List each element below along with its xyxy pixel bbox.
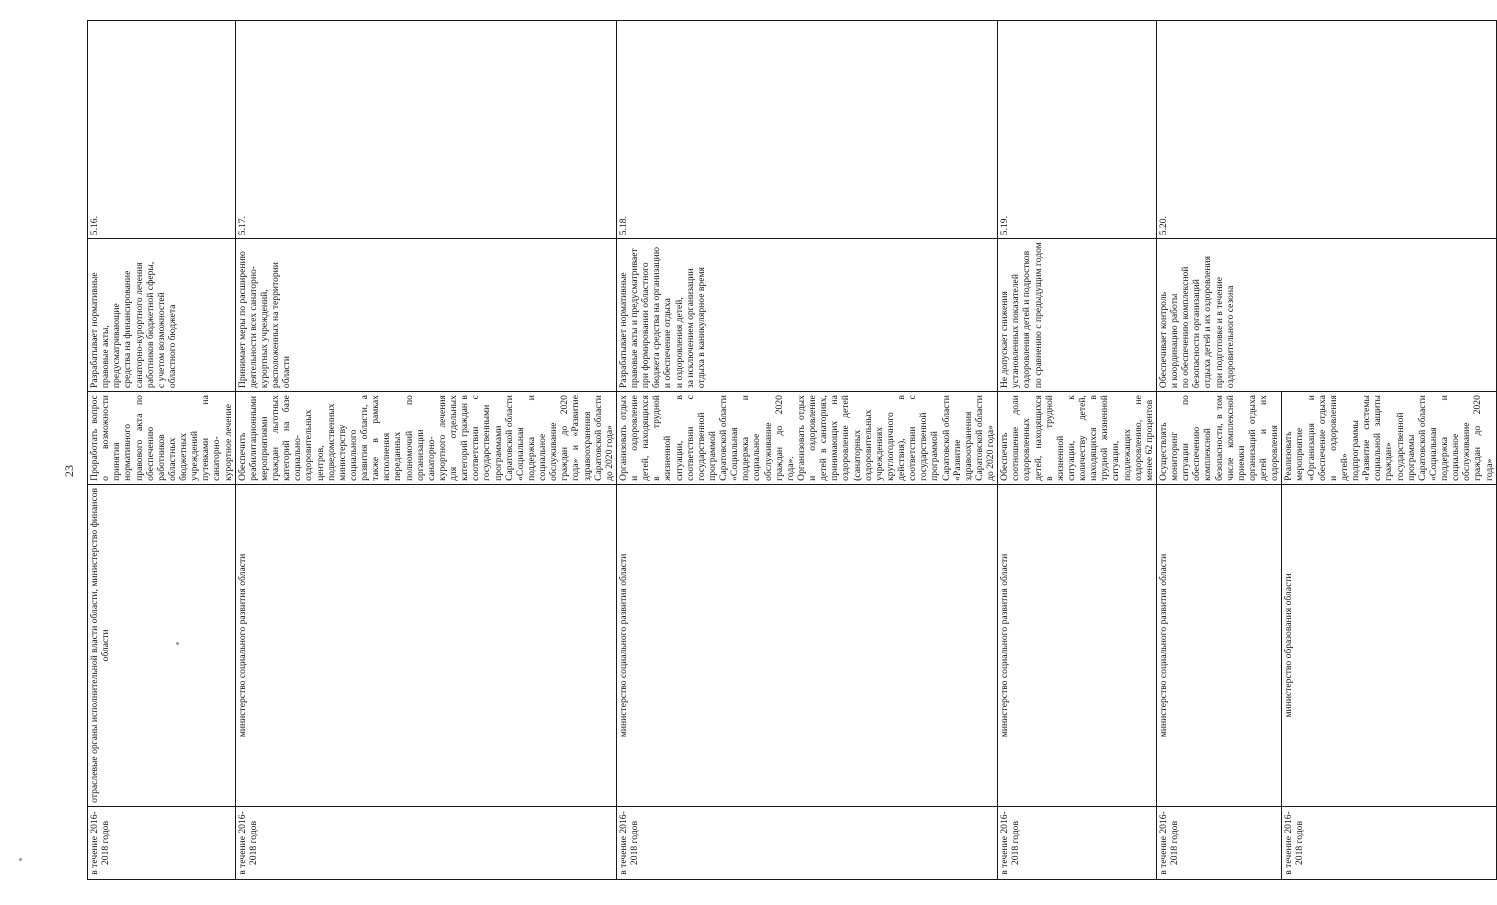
action-cell: Обеспечить реабилитационными мероприятиями граждан льготных категорий на базе социально-оздоровительных центров, подведомственных министерству социального развития области, а также в рамках исполнения переданных полномочий по организации санаторно-курортного лечения для отдельных категорий граждан в соответствии с государственными программами Саратовской области «Социальная поддержка и социальное обслуживание граждан до 2020 года» и «Развитие здравоохранения Саратовской области до 2020 года» xyxy=(235,392,616,485)
responsible-cell: министерство образования области xyxy=(1282,484,1496,806)
measures-table xyxy=(87,20,1497,880)
scan-speck xyxy=(19,858,22,861)
row-number: 5.18. xyxy=(616,21,997,239)
row-number: 5.19. xyxy=(998,21,1157,239)
table-row xyxy=(235,21,616,880)
table-row xyxy=(998,21,1157,880)
term-cell: в течение 2016-2018 годов xyxy=(1282,807,1496,880)
action-cell: Обеспечить соотношение доли оздоровленных детей, находящихся в трудной жизненной ситуации, к количеству детей, находящихся в трудной жизненной ситуации, подлежащих оздоровлению, не менее 62 процентов xyxy=(998,392,1157,485)
term-cell: в течение 2016-2018 годов xyxy=(88,807,236,880)
action-cell: Осуществлять мониторинг ситуации по обеспечению комплексной безопасности, в том числе комплексной приемки организаций отдыха детей и их оздоровления xyxy=(1156,392,1281,485)
term-cell: в течение 2016-2018 годов xyxy=(616,807,997,880)
row-number: 5.16. xyxy=(88,21,236,239)
table-row xyxy=(88,21,236,880)
table-row xyxy=(616,21,997,880)
action-cell: Организовать отдых и оздоровление детей, находящихся в трудной жизненной ситуации, в соответствии с государственной программой Саратовской области «Социальная поддержка и социальное обслуживание граждан до 2020 года». Организовать отдых и оздоровление детей в санаториях, принимающих на оздоровление детей (санаторных оздоровительных учреждениях круглогодичного действия), в соответствии с государственной программой Саратовской области «Развитие здравоохранения Саратовской области до 2020 года» xyxy=(616,392,997,485)
term-cell: в течение 2016-2018 годов xyxy=(1156,807,1281,880)
term-cell: в течение 2016-2018 годов xyxy=(235,807,616,880)
responsible-cell: министерство социального развития области xyxy=(616,484,997,806)
row-number: 5.17. xyxy=(235,21,616,239)
table-row xyxy=(1156,21,1281,880)
action-cell: Проработать вопрос о возможности принятия нормативного правового акта по обеспечению работников областных бюджетных учреждений путевками на санаторно-курортное лечение xyxy=(88,392,236,485)
term-cell: в течение 2016-2018 годов xyxy=(998,807,1157,880)
scan-speck xyxy=(176,642,179,645)
obligation-cell: Принимает меры по расширению деятельности всех санаторно- курортных учреждений, расположенных на территории области xyxy=(235,239,616,392)
obligation-cell: Разрабатывает нормативные правовые акты, предусматривающие средства на финансирование санаторно-курортного лечения работников бюджетной сферы, с учетом возможностей областного бюджета xyxy=(88,239,236,392)
row-number: 5.20. xyxy=(1156,21,1496,239)
responsible-cell: министерство социального развития области xyxy=(1156,484,1281,806)
responsible-cell: министерство социального развития области xyxy=(998,484,1157,806)
obligation-cell: Разрабатывает нормативные правовые акты и предусматривает при формировании областного бюджета средства на организацию и обеспечение отдыха и оздоровления детей, за исключением организации отдыха в каникулярное время xyxy=(616,239,997,392)
responsible-cell: министерство социального развития области xyxy=(235,484,616,806)
action-cell: Реализовать мероприятие «Организация и обеспечение отдыха и оздоровления детей» подпрограммы «Развитие системы социальной защиты граждан» государственной программы Саратовской области «Социальная поддержка и социальное обслуживание граждан до 2020 года» xyxy=(1282,392,1496,485)
rotated-table-wrapper xyxy=(87,20,1495,880)
responsible-cell: отраслевые органы исполнительной власти области, министерство финансов области xyxy=(88,484,236,806)
obligation-cell: Не допускает снижения установленных показателей оздоровления детей и подростков по сравнению с предыдущим годом xyxy=(998,239,1157,392)
obligation-cell: Обеспечивает контроль и координацию работы по обеспечению комплексной безопасности организаций отдыха детей и их оздоровления при подготовке и в течение оздоровительного сезона xyxy=(1156,239,1496,392)
page-number: 23 xyxy=(62,465,76,477)
